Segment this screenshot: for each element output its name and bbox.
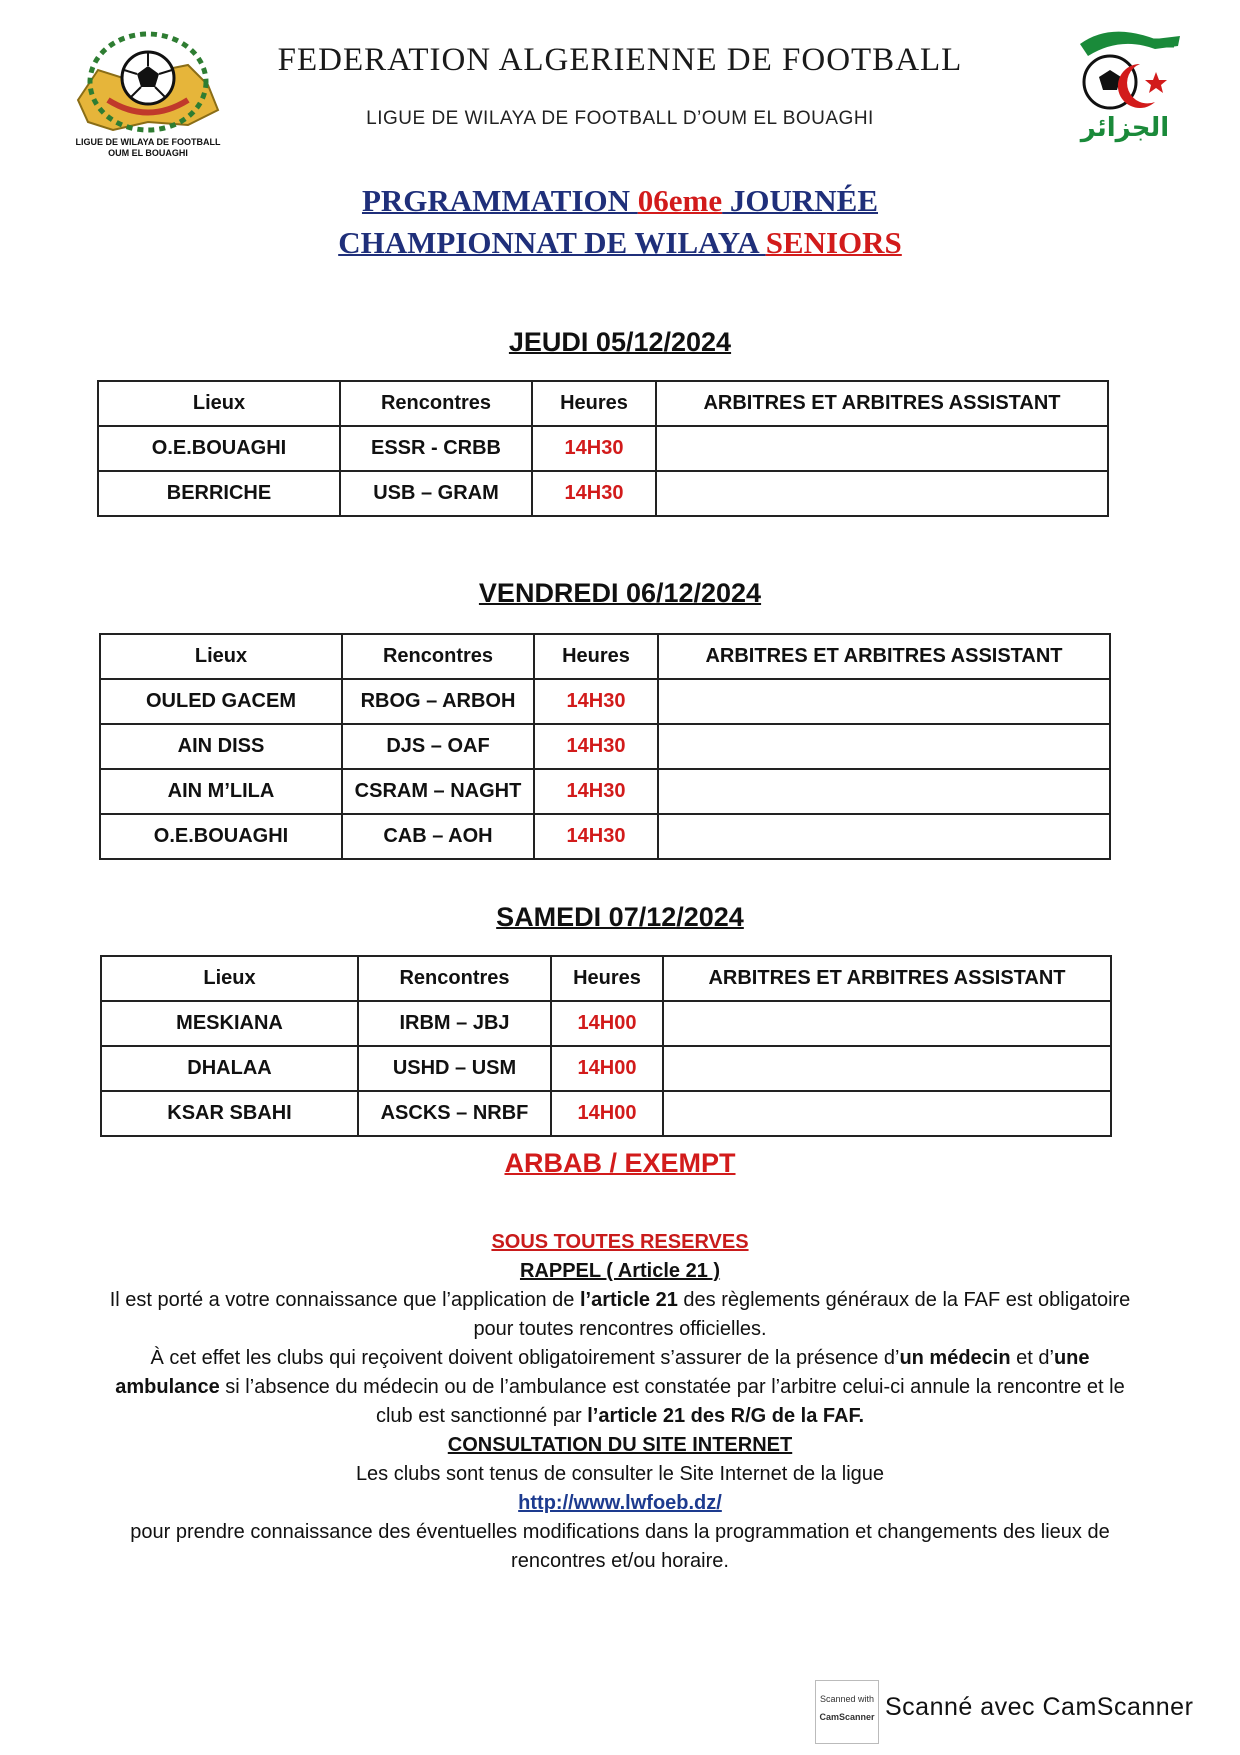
cell-heure: 14H00: [551, 1091, 663, 1136]
cell-rencontre: CAB – AOH: [342, 814, 534, 859]
cell-rencontre: USB – GRAM: [340, 471, 532, 516]
text-part: Il est porté a votre connaissance que l’application de: [109, 1289, 580, 1311]
col-arbitres: ARBITRES ET ARBITRES ASSISTANT: [663, 956, 1111, 1001]
cell-rencontre: USHD – USM: [358, 1046, 551, 1091]
cell-lieu: AIN DISS: [100, 724, 342, 769]
cell-arbitres: [658, 769, 1110, 814]
title-part: PRGRAMMATION: [361, 183, 638, 218]
logo-caption-line-2: OUM EL BOUAGHI: [108, 148, 188, 158]
cell-arbitres: [658, 724, 1110, 769]
programme-title-line-2: [0, 225, 1240, 261]
title-part: JOURNÉE: [722, 183, 879, 218]
badge-line-2: CamScanner: [819, 1712, 875, 1722]
cell-lieu: OULED GACEM: [100, 679, 342, 724]
cell-heure: 14H30: [532, 426, 656, 471]
table-header-row: [100, 634, 1110, 679]
day-heading: [0, 578, 1240, 609]
cell-heure: 14H30: [534, 679, 658, 724]
paragraph-modifications: pour prendre connaissance des éventuelles modifications dans la programmation et changements des lieux de rencontres et/ou horaire.: [130, 1521, 1110, 1572]
schedule-table: [99, 633, 1111, 860]
table-row: [100, 679, 1110, 724]
exempt-notice: [0, 1148, 1240, 1179]
cell-rencontre: DJS – OAF: [342, 724, 534, 769]
cell-arbitres: [656, 471, 1108, 516]
text-part: et d’: [1010, 1347, 1054, 1369]
cell-heure: 14H30: [534, 769, 658, 814]
text-part: des règlements généraux de la FAF est obligatoire pour toutes rencontres officielles.: [473, 1289, 1131, 1340]
table-row: [98, 426, 1108, 471]
federation-title: FEDERATION ALGERIENNE DE FOOTBALL: [277, 42, 963, 78]
text-part: si l’absence du médecin ou de l’ambulance est constatée par l’arbitre celui-ci annule la rencontre et le club est sanctionné par: [219, 1376, 1125, 1427]
cell-arbitres: [658, 679, 1110, 724]
title-round: 06eme: [637, 183, 723, 218]
cell-lieu: MESKIANA: [101, 1001, 358, 1046]
camscanner-badge: [815, 1680, 879, 1744]
text-part: À cet effet les clubs qui reçoivent doivent obligatoirement s’assurer de la présence d’: [150, 1347, 900, 1369]
rappel-heading: RAPPEL ( Article 21 ): [519, 1260, 721, 1282]
cell-rencontre: ASCKS – NRBF: [358, 1091, 551, 1136]
faf-logo: [1060, 14, 1190, 144]
cell-heure: 14H30: [534, 814, 658, 859]
text-bold: une ambulance: [115, 1347, 1090, 1398]
col-rencontres: Rencontres: [340, 381, 532, 426]
table-row: [101, 1091, 1111, 1136]
schedule-table: [100, 955, 1112, 1137]
title-part: CHAMPIONNAT DE WILAYA: [338, 225, 766, 260]
cell-rencontre: CSRAM – NAGHT: [342, 769, 534, 814]
day-heading: [0, 902, 1240, 933]
col-heures: Heures: [534, 634, 658, 679]
cell-lieu: BERRICHE: [98, 471, 340, 516]
cell-arbitres: [658, 814, 1110, 859]
site-link[interactable]: http://www.lwfoeb.dz/: [518, 1492, 722, 1514]
table-row: [98, 471, 1108, 516]
cell-rencontre: IRBM – JBJ: [358, 1001, 551, 1046]
table-header-row: [101, 956, 1111, 1001]
schedule-table: [97, 380, 1109, 517]
col-rencontres: Rencontres: [342, 634, 534, 679]
table-header-row: [98, 381, 1108, 426]
cell-arbitres: [663, 1046, 1111, 1091]
reserves-heading: SOUS TOUTES RESERVES: [491, 1231, 749, 1253]
col-arbitres: ARBITRES ET ARBITRES ASSISTANT: [658, 634, 1110, 679]
table-row: [101, 1046, 1111, 1091]
day-heading: [0, 327, 1240, 358]
table-row: [101, 1001, 1111, 1046]
col-lieux: Lieux: [100, 634, 342, 679]
cell-lieu: AIN M’LILA: [100, 769, 342, 814]
cell-heure: 14H00: [551, 1001, 663, 1046]
cell-lieu: DHALAA: [101, 1046, 358, 1091]
cell-rencontre: RBOG – ARBOH: [342, 679, 534, 724]
cell-arbitres: [663, 1091, 1111, 1136]
table-row: [100, 724, 1110, 769]
cell-heure: 14H00: [551, 1046, 663, 1091]
paragraph-medecin: [100, 1344, 1140, 1431]
title-category: SENIORS: [765, 225, 902, 260]
consultation-heading: CONSULTATION DU SITE INTERNET: [447, 1434, 793, 1456]
badge-line-1: Scanned with: [819, 1694, 875, 1704]
notes-section: [100, 1228, 1140, 1576]
text-bold: l’article 21 des R/G de la FAF.: [587, 1405, 865, 1427]
text-bold: un médecin: [899, 1347, 1011, 1369]
col-heures: Heures: [551, 956, 663, 1001]
logo-caption-line-1: LIGUE DE WILAYA DE FOOTBALL: [75, 137, 221, 147]
day-heading-text: SAMEDI 07/12/2024: [496, 902, 744, 932]
text-bold: l’article 21: [579, 1289, 678, 1311]
col-rencontres: Rencontres: [358, 956, 551, 1001]
day-heading-text: JEUDI 05/12/2024: [508, 327, 732, 357]
col-lieux: Lieux: [98, 381, 340, 426]
cell-heure: 14H30: [534, 724, 658, 769]
day-heading-text: VENDREDI 06/12/2024: [478, 578, 762, 608]
exempt-text: ARBAB / EXEMPT: [504, 1148, 736, 1178]
cell-rencontre: ESSR - CRBB: [340, 426, 532, 471]
cell-arbitres: [663, 1001, 1111, 1046]
col-arbitres: ARBITRES ET ARBITRES ASSISTANT: [656, 381, 1108, 426]
table-row: [100, 814, 1110, 859]
table-row: [100, 769, 1110, 814]
paragraph-article-21: [100, 1286, 1140, 1344]
camscanner-text: Scanné avec CamScanner: [885, 1693, 1194, 1721]
ligue-subtitle: LIGUE DE WILAYA DE FOOTBALL D’OUM EL BOUAGHI: [366, 108, 874, 129]
cell-lieu: KSAR SBAHI: [101, 1091, 358, 1136]
cell-lieu: O.E.BOUAGHI: [98, 426, 340, 471]
ligue-logo-caption: [60, 137, 236, 159]
col-heures: Heures: [532, 381, 656, 426]
paragraph-site: Les clubs sont tenus de consulter le Site Internet de la ligue: [355, 1463, 885, 1485]
cell-lieu: O.E.BOUAGHI: [100, 814, 342, 859]
cell-heure: 14H30: [532, 471, 656, 516]
programme-title-line-1: [0, 183, 1240, 219]
cell-arbitres: [656, 426, 1108, 471]
col-lieux: Lieux: [101, 956, 358, 1001]
faf-logo-arabic: الجزائر: [1080, 113, 1170, 143]
